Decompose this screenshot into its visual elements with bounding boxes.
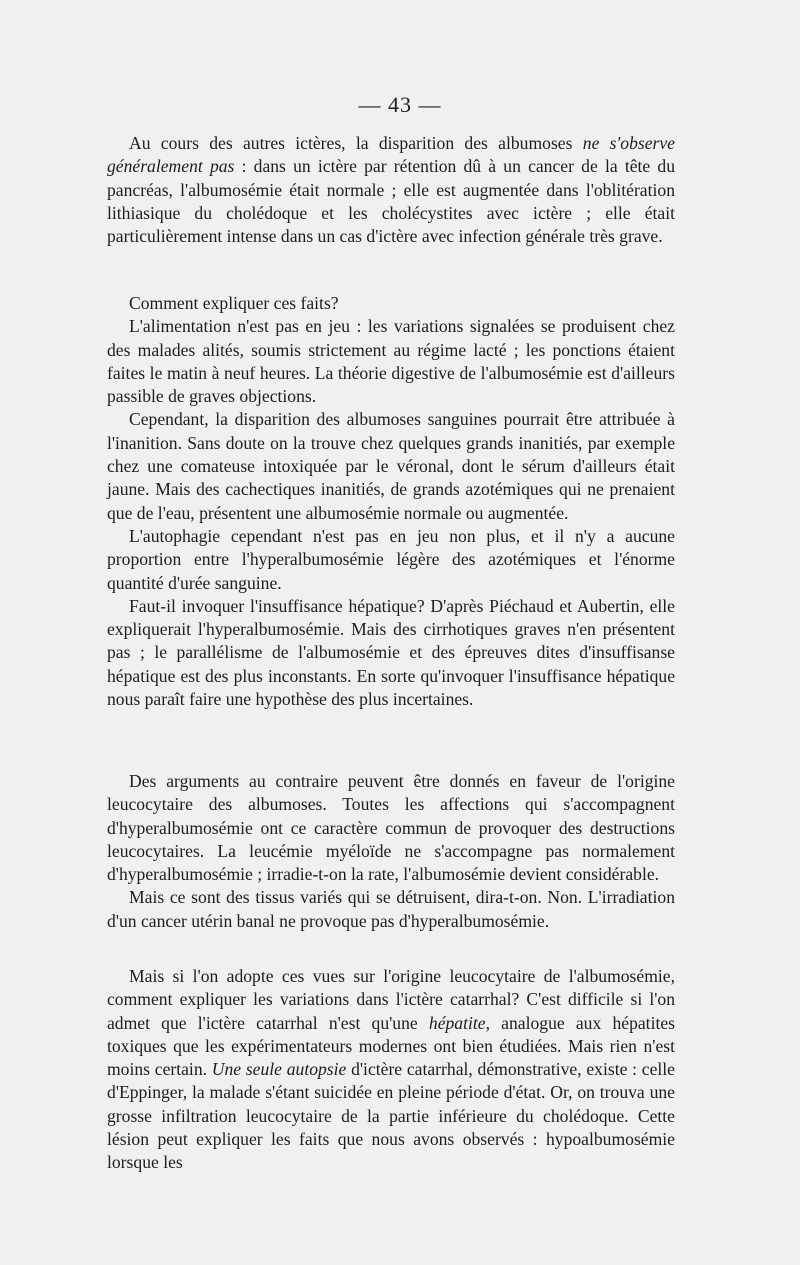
emphasis-text: Une seule autopsie	[211, 1059, 347, 1080]
paragraph: L'autophagie cependant n'est pas en jeu non plus, et il n'y a aucune proportion entre l'hyperalbumosémie légère des azotémiques et l'énorme quantité d'urée sanguine.	[107, 525, 675, 593]
text-block-ictere-catarrhal	[107, 965, 675, 1175]
page-number: — 43 —	[358, 92, 442, 117]
text-run: Au cours des autres ictères, la disparition des albumoses	[129, 133, 583, 153]
text-block-explications	[107, 292, 675, 711]
text-run: : dans un ictère par rétention dû à un cancer de la tête du pancréas, l'albumosémie était normale ; elle est augmentée dans l'oblitération lithiasique du cholédoque et les cholécystites avec ictère ; elle était particulièrement intense dans un cas d'ictère avec infection générale très grave.	[107, 156, 676, 247]
paragraph: Faut-il invoquer l'insuffisance hépatique? D'après Piéchaud et Aubertin, elle expliquerait l'hyperalbumosémie. Mais des cirrhotiques graves n'en présentent pas ; le parallélisme de l'albumosémie et des épreuves dites d'insuffisanse hépatique est des plus inconstants. En sorte qu'invoquer l'insuffisance hépatique nous paraît faire une hypothèse des plus incertaines.	[107, 595, 675, 710]
emphasis-text: hépatite	[428, 1012, 486, 1033]
paragraph	[107, 965, 675, 1175]
paragraph	[107, 132, 675, 248]
paragraph: L'alimentation n'est pas en jeu : les variations signalées se produisent chez des malades alités, soumis strictement au régime lacté ; les ponctions étaient faites le matin à neuf heures. La théorie digestive de l'albumosémie est d'ailleurs passible de graves objections.	[107, 316, 675, 407]
paragraph: Cependant, la disparition des albumoses sanguines pourrait être attribuée à l'inanition. Sans doute on la trouve chez quelques grands inanitiés, par exemple chez une comateuse intoxiquée par le véronal, dont le sérum d'ailleurs était jaune. Mais des cachectiques inanitiés, de grands azotémiques qui ne prenaient que de l'eau, présentent une albumosémie normale ou augmentée.	[107, 409, 675, 523]
text-block-origine-leucocytaire	[107, 770, 675, 933]
emphasis-text: ne s'observe généralement pas	[107, 133, 675, 177]
paragraph: Des arguments au contraire peuvent être donnés en faveur de l'origine leucocytaire des albumoses. Toutes les affections qui s'accompagnent d'hyperalbumosémie ont ce caractère commun de provoquer des destructions leucocytaires. La leucémie myéloïde ne s'accompagne pas normalement d'hyperalbumosémie ; irradie-t-on la rate, l'albumosémie devient considérable.	[107, 771, 675, 885]
text-run: , analogue aux hépatites toxiques que les expérimentateurs modernes ont bien étudiées. Mais rien n'est moins certain.	[107, 1012, 675, 1080]
text-run: d'ictère catarrhal, démonstrative, existe : celle d'Eppinger, la malade s'étant suicidée en pleine période d'état. Or, on trouva une grosse infiltration leucocytaire de la partie inférieure du cholédoque. Cette lésion peut expliquer les faits que nous avons observés : hypoalbumosémie lorsque les	[107, 1059, 675, 1173]
paragraph: Mais ce sont des tissus variés qui se détruisent, dira-t-on. Non. L'irradiation d'un cancer utérin banal ne provoque pas d'hyperalbumosémie.	[107, 887, 675, 931]
paragraph: Comment expliquer ces faits?	[129, 293, 339, 313]
text-block-ictere	[107, 132, 675, 248]
text-run: Mais si l'on adopte ces vues sur l'origine leucocytaire de l'albumosémie, comment expliquer les variations dans l'ictère catarrhal? C'est difficile si l'on admet que l'ictère catarrhal n'est qu'une	[107, 966, 675, 1033]
